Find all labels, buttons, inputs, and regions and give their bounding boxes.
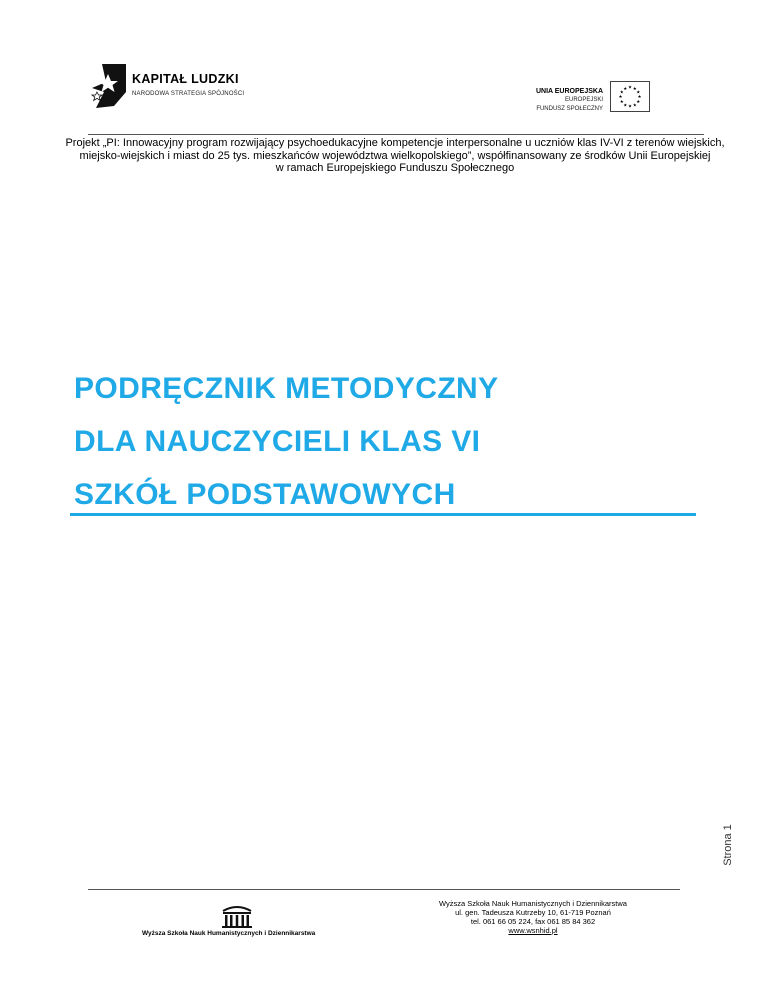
eu-star: ★	[623, 85, 628, 91]
header-divider	[88, 134, 704, 135]
project-line-2: miejsko-wiejskich i miast do 25 tys. mieszkańców województwa wielkopolskiego”, współfinansowany ze środków Unii Europejskiej	[79, 149, 711, 162]
footer-address-line-3: tel. 061 66 05 224, fax 061 85 84 362	[470, 917, 596, 926]
page-number-label: Strona 1	[722, 824, 734, 866]
eu-logo-text	[536, 87, 603, 114]
document-title-line-1: PODRĘCZNIK METODYCZNY	[74, 372, 499, 405]
kapital-ludzki-title: KAPITAŁ LUDZKI	[132, 72, 239, 86]
eu-star: ★	[619, 98, 624, 104]
eu-star: ★	[632, 102, 637, 108]
wsnhid-building-icon	[220, 903, 254, 929]
eu-star: ★	[627, 103, 633, 109]
eu-logo-line-3: FUNDUSZ SPOŁECZNY	[536, 106, 603, 112]
footer-divider	[88, 889, 680, 890]
kapital-ludzki-subtitle: NARODOWA STRATEGIA SPÓJNOŚCI	[132, 91, 245, 97]
document-title-line-2: DLA NAUCZYCIELI KLAS VI	[74, 425, 481, 458]
eu-star: ★	[632, 85, 637, 91]
eu-star: ★	[619, 89, 624, 95]
footer-school-name: Wyższa Szkoła Nauk Humanistycznych i Dziennikarstwa	[142, 930, 316, 937]
eu-star: ★	[636, 89, 641, 95]
footer-address-line-1: Wyższa Szkoła Nauk Humanistycznych i Dziennikarstwa	[439, 899, 627, 908]
footer-website-link[interactable]: www.wsnhid.pl	[508, 926, 558, 935]
project-description	[60, 137, 730, 175]
eu-star: ★	[618, 94, 623, 100]
eu-star: ★	[636, 98, 641, 104]
project-line-1: Projekt „PI: Innowacyjny program rozwijający psychoedukacyjne kompetencje interpersonalne u uczniów klas IV-VI z terenów wiejskich,	[65, 137, 725, 149]
footer-contact-block	[420, 899, 646, 935]
eu-star: ★	[623, 102, 628, 108]
kapital-ludzki-star-icon	[88, 62, 128, 110]
title-underline	[70, 513, 696, 516]
eu-logo-line-2: EUROPEJSKI	[564, 97, 603, 103]
eu-flag-icon	[610, 81, 650, 112]
eu-logo-line-1: UNIA EUROPEJSKA	[535, 88, 603, 95]
project-line-3: w ramach Europejskiego Funduszu Społecznego	[275, 162, 515, 174]
footer-address-line-2: ul. gen. Tadeusza Kutrzeby 10, 61-719 Poznań	[455, 908, 611, 917]
eu-star: ★	[637, 94, 642, 100]
eu-star: ★	[627, 84, 633, 90]
document-title-line-3: SZKÓŁ PODSTAWOWYCH	[74, 478, 456, 511]
kapital-ludzki-logo	[88, 62, 258, 112]
